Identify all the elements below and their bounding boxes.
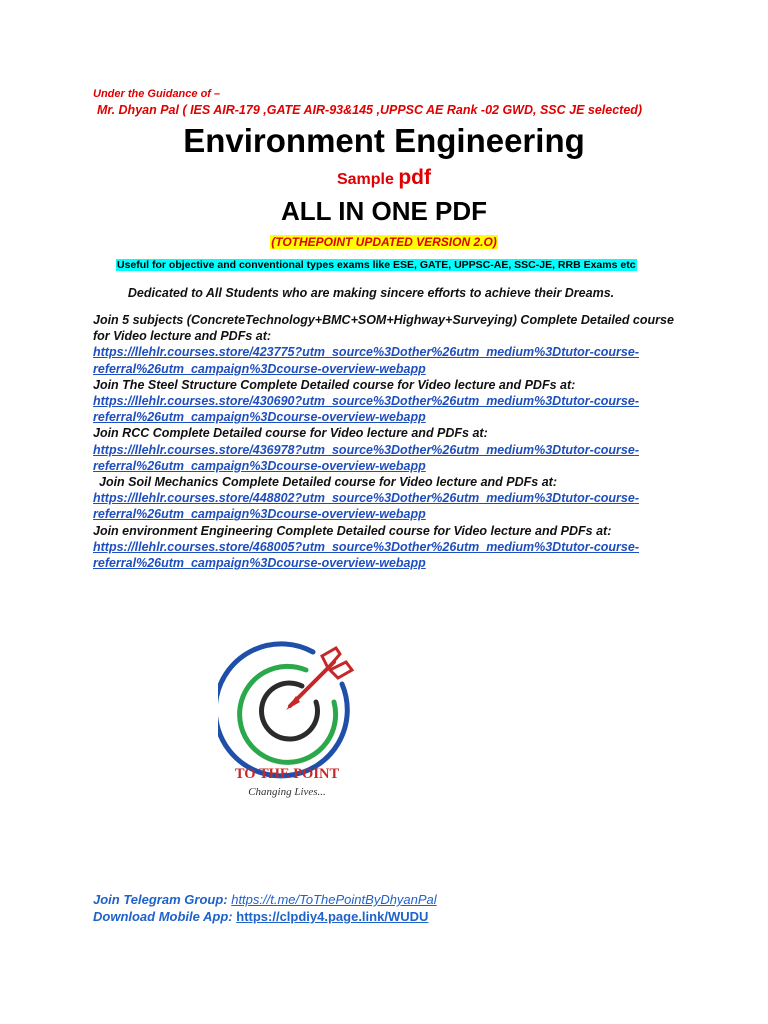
course-heading: Join 5 subjects (ConcreteTechnology+BMC+SOM+Highway+Surveying) Complete Detailed course for Video lecture and PDFs at:: [93, 313, 674, 344]
version-wrap: [0, 233, 768, 251]
footer: [93, 891, 437, 925]
pdf-word: pdf: [398, 166, 432, 189]
logo-inner-ring: [262, 683, 318, 739]
subtitle: ALL IN ONE PDF: [280, 196, 488, 226]
app-row: [93, 908, 437, 925]
course-link[interactable]: https://llehlr.courses.store/448802?utm_source%3Dother%26utm_medium%3Dtutor-course-referral%26utm_campaign%3Dcourse-overview-webapp: [93, 491, 639, 522]
logo-tagline: Changing Lives...: [248, 786, 326, 798]
course-heading: Join The Steel Structure Complete Detailed course for Video lecture and PDFs at:: [93, 377, 576, 392]
telegram-label: Join Telegram Group:: [93, 892, 228, 907]
course-list: [93, 312, 693, 571]
telegram-row: [93, 891, 437, 908]
to-the-point-logo: [218, 640, 358, 800]
app-label: Download Mobile App:: [93, 909, 233, 924]
guide-name: Mr. Dhyan Pal ( IES AIR-179 ,GATE AIR-93&145 ,UPPSC AE Rank -02 GWD, SSC JE selected): [97, 103, 643, 117]
course-link[interactable]: https://llehlr.courses.store/430690?utm_source%3Dother%26utm_medium%3Dtutor-course-referral%26utm_campaign%3Dcourse-overview-webapp: [93, 394, 639, 425]
course-heading: Join environment Engineering Complete Detailed course for Video lecture and PDFs at:: [93, 523, 612, 538]
sample-word: Sample: [336, 171, 394, 188]
page-title: Environment Engineering: [183, 122, 585, 159]
telegram-link[interactable]: https://t.me/ToThePointByDhyanPal: [231, 892, 437, 907]
version-badge: (TOTHEPOINT UPDATED VERSION 2.O): [271, 235, 497, 249]
course-link[interactable]: https://llehlr.courses.store/436978?utm_source%3Dother%26utm_medium%3Dtutor-course-referral%26utm_campaign%3Dcourse-overview-webapp: [93, 442, 639, 473]
dedication: Dedicated to All Students who are making sincere efforts to achieve their Dreams.: [127, 286, 615, 300]
course-heading: Join RCC Complete Detailed course for Video lecture and PDFs at:: [93, 426, 488, 441]
course-heading: Join Soil Mechanics Complete Detailed course for Video lecture and PDFs at:: [99, 475, 557, 490]
useful-note: Useful for objective and conventional types exams like ESE, GATE, UPPSC-AE, SSC-JE, RRB Exams etc: [117, 259, 636, 271]
app-link[interactable]: https://clpdiy4.page.link/WUDU: [236, 909, 429, 924]
course-link[interactable]: https://llehlr.courses.store/423775?utm_source%3Dother%26utm_medium%3Dtutor-course-referral%26utm_campaign%3Dcourse-overview-webapp: [93, 345, 639, 376]
guidance-label: Under the Guidance of –: [93, 88, 221, 100]
sample-pdf-line: [0, 166, 768, 190]
course-link[interactable]: https://llehlr.courses.store/468005?utm_source%3Dother%26utm_medium%3Dtutor-course-referral%26utm_campaign%3Dcourse-overview-webapp: [93, 539, 639, 571]
logo-name: TO THE POINT: [234, 766, 340, 782]
